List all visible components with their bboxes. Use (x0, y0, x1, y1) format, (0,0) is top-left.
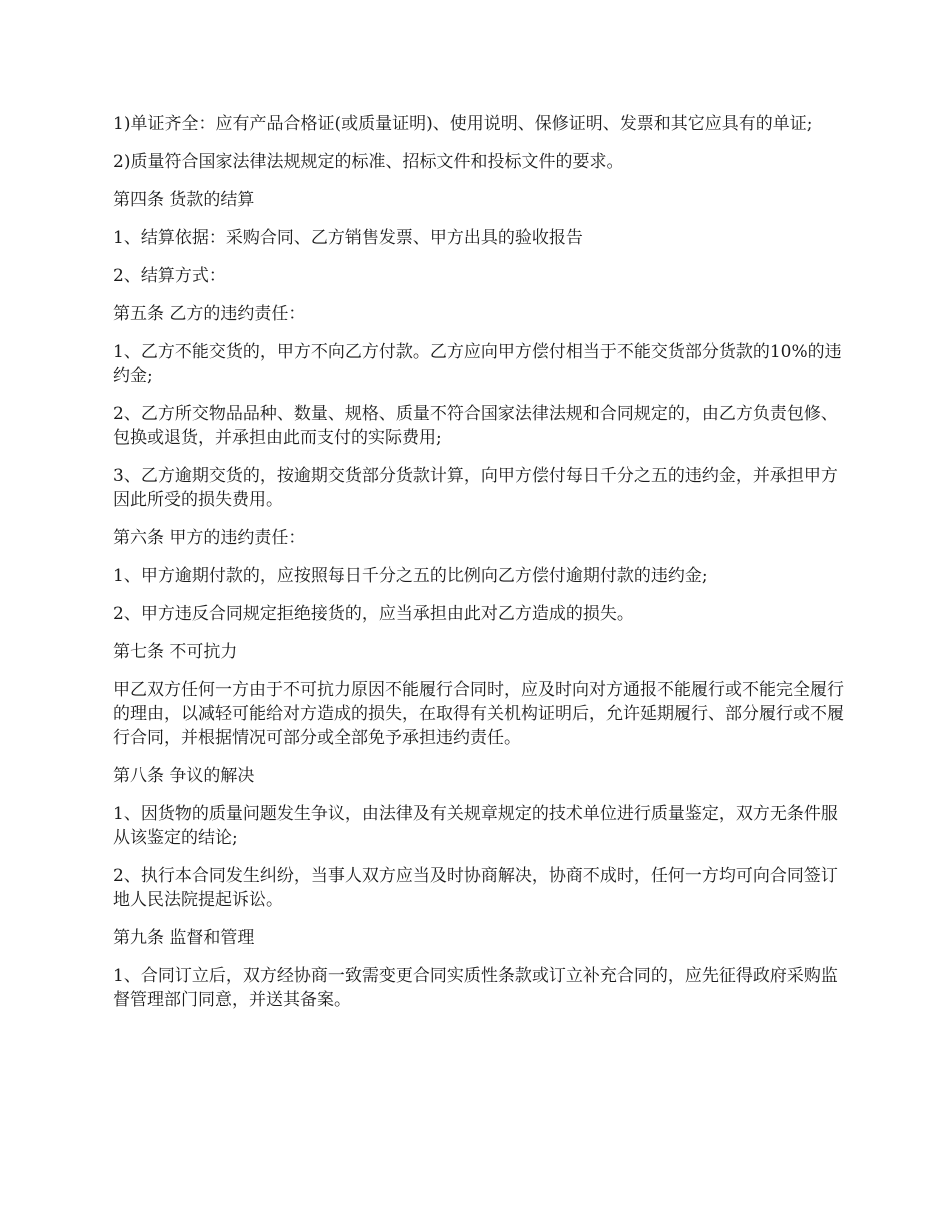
clause-item: 2、甲方违反合同规定拒绝接货的，应当承担由此对乙方造成的损失。 (113, 604, 634, 624)
clause-item: 1、因货物的质量问题发生争议，由法律及有关规章规定的技术单位进行质量鉴定，双方无条件服从该鉴定的结论; (113, 804, 838, 848)
clause-item: 2、执行本合同发生纠纷，当事人双方应当及时协商解决，协商不成时，任何一方均可向合同签订地人民法院提起诉讼。 (113, 866, 838, 910)
section-heading: 第四条 货款的结算 (113, 190, 255, 210)
section-heading: 第五条 乙方的违约责任： (113, 304, 306, 324)
clause-item: 1、甲方逾期付款的，应按照每日千分之五的比例向乙方偿付逾期付款的违约金; (113, 566, 708, 586)
clause-item: 甲乙双方任何一方由于不可抗力原因不能履行合同时，应及时向对方通报不能履行或不能完全履行的理由，以减轻可能给对方造成的损失，在取得有关机构证明后，允许延期履行、部分履行或不履行合同，并根据情况可部分或全部免予承担违约责任。 (113, 680, 844, 748)
clause-item: 3、乙方逾期交货的，按逾期交货部分货款计算，向甲方偿付每日千分之五的违约金，并承担甲方因此所受的损失费用。 (113, 466, 838, 510)
section-heading: 第九条 监督和管理 (113, 928, 255, 948)
clause-item: 1)单证齐全：应有产品合格证(或质量证明)、使用说明、保修证明、发票和其它应具有的单证; (113, 114, 813, 134)
document-body (113, 112, 853, 1026)
section-heading: 第八条 争议的解决 (113, 766, 255, 786)
clause-item: 1、合同订立后，双方经协商一致需变更合同实质性条款或订立补充合同的，应先征得政府采购监督管理部门同意，并送其备案。 (113, 966, 838, 1010)
section-heading: 第七条 不可抗力 (113, 642, 238, 662)
section-heading: 第六条 甲方的违约责任： (113, 528, 306, 548)
clause-item: 1、乙方不能交货的，甲方不向乙方付款。乙方应向甲方偿付相当于不能交货部分货款的10%的违约金; (113, 342, 842, 386)
clause-item: 2、结算方式： (113, 266, 226, 286)
clause-item: 2)质量符合国家法律法规规定的标准、招标文件和投标文件的要求。 (113, 152, 624, 172)
clause-item: 1、结算依据：采购合同、乙方销售发票、甲方出具的验收报告 (113, 228, 583, 248)
clause-item: 2、乙方所交物品品种、数量、规格、质量不符合国家法律法规和合同规定的，由乙方负责包修、包换或退货，并承担由此而支付的实际费用; (113, 404, 838, 448)
